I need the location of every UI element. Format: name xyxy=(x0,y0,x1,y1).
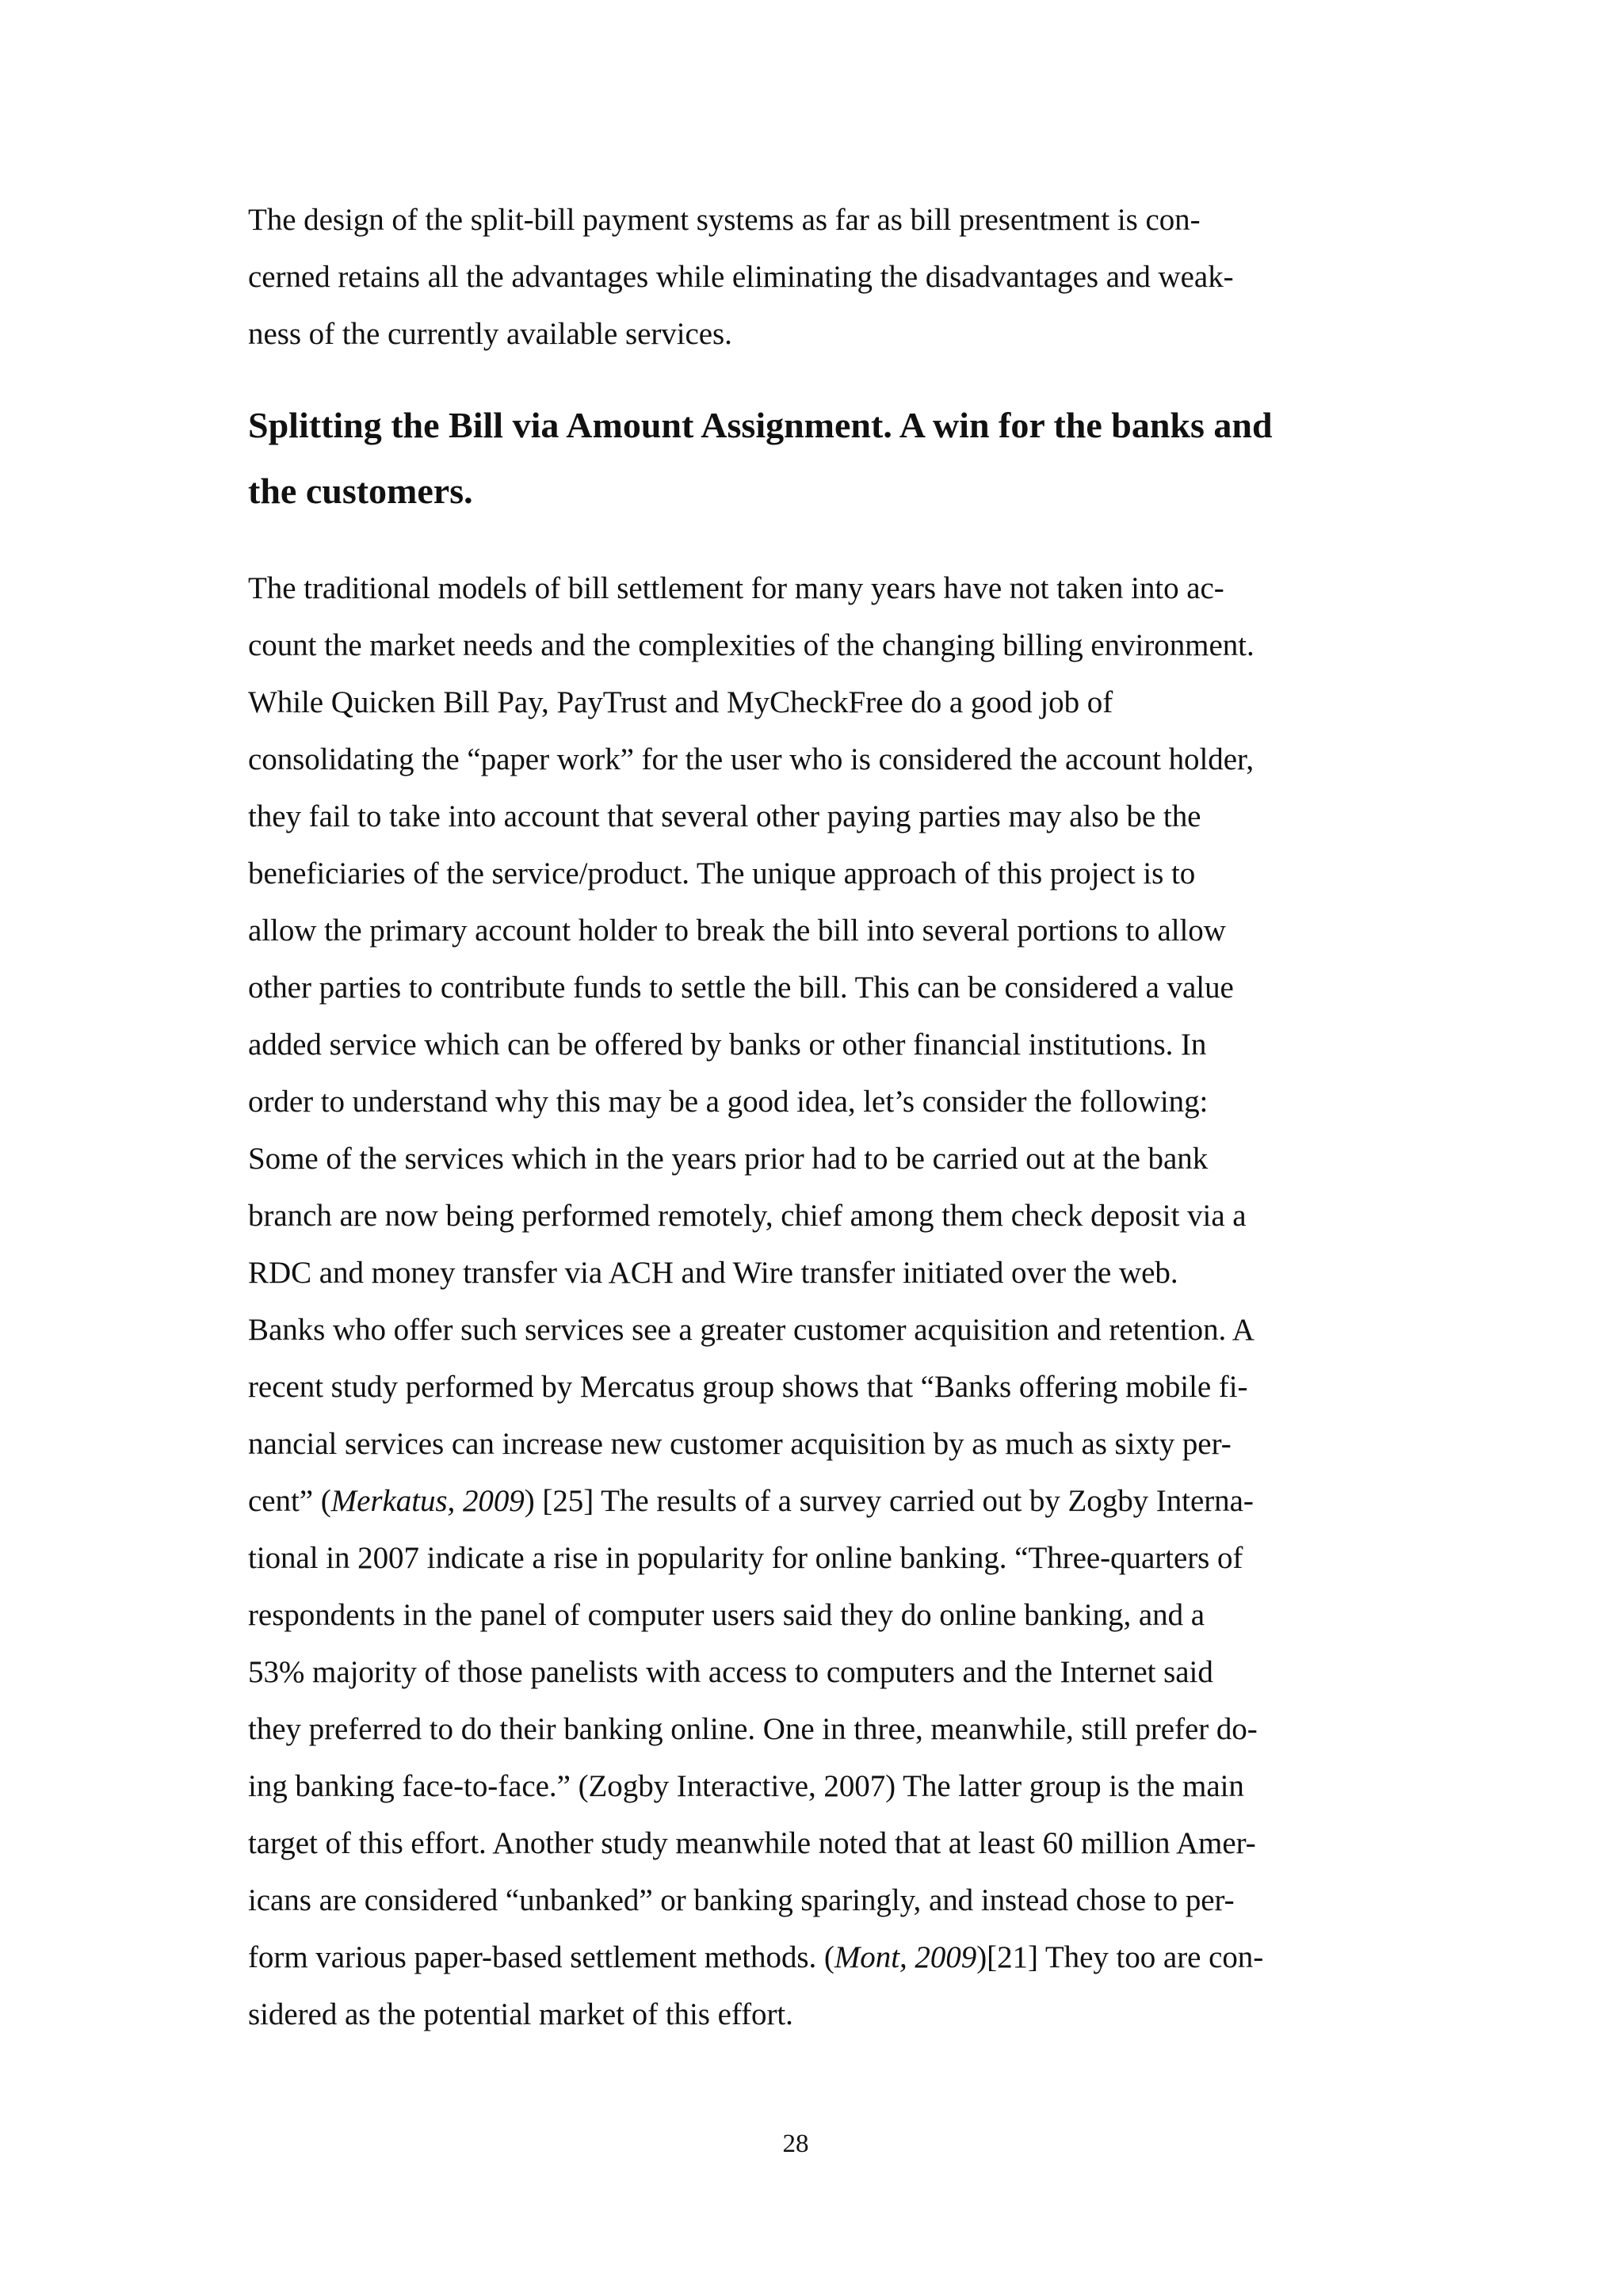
body-line-24: icans are considered “unbanked” or banking sparingly, and instead chose to per- xyxy=(248,1883,1235,1917)
citation-pre-text: cent” ( xyxy=(248,1484,331,1518)
body-line-10: order to understand why this may be a good idea, let’s consider the following: xyxy=(248,1085,1209,1119)
body-line-8: other parties to contribute funds to settle the bill. This can be considered a value xyxy=(248,971,1234,1005)
section-heading-line-1: Splitting the Bill via Amount Assignment. A win for the banks and xyxy=(248,405,1273,445)
body-line-11: Some of the services which in the years prior had to be carried out at the bank xyxy=(248,1142,1209,1176)
body-line-5: they fail to take into account that several other paying parties may also be the xyxy=(248,799,1201,833)
citation-post-text: ) [25] The results of a survey carried out by Zogby Interna- xyxy=(524,1484,1254,1518)
body-line-15: recent study performed by Mercatus group shows that “Banks offering mobile fi- xyxy=(248,1370,1248,1404)
body-last-line: sidered as the potential market of this effort. xyxy=(248,1997,793,2031)
body-line-23: target of this effort. Another study meanwhile noted that at least 60 million Amer- xyxy=(248,1826,1256,1860)
citation-mont: Mont, 2009 xyxy=(834,1940,977,1974)
body-line-12: branch are now being performed remotely, chief among them check deposit via a xyxy=(248,1199,1247,1233)
body-line-3: While Quicken Bill Pay, PayTrust and MyCheckFree do a good job of xyxy=(248,685,1113,719)
body-line-19: respondents in the panel of computer users said they do online banking, and a xyxy=(248,1598,1205,1632)
body-line-14: Banks who offer such services see a greater customer acquisition and retention. A xyxy=(248,1313,1254,1347)
citation-merkatus: Merkatus, 2009 xyxy=(330,1484,525,1518)
body-line-22: ing banking face-to-face.” (Zogby Interactive, 2007) The latter group is the main xyxy=(248,1769,1244,1803)
body-line-9: added service which can be offered by banks or other financial institutions. In xyxy=(248,1028,1207,1062)
body-line-18: tional in 2007 indicate a rise in popularity for online banking. “Three-quarters of xyxy=(248,1541,1243,1575)
body-line-1: The traditional models of bill settlement for many years have not taken into ac- xyxy=(248,571,1224,605)
citation-line-merkatus xyxy=(248,1482,1254,1521)
citation-post-text: )[21] They too are con- xyxy=(976,1940,1264,1974)
body-line-6: beneficiaries of the service/product. The unique approach of this project is to xyxy=(248,856,1196,891)
body-line-4: consolidating the “paper work” for the user who is considered the account holder, xyxy=(248,742,1254,776)
intro-line-1: The design of the split-bill payment systems as far as bill presentment is con- xyxy=(248,203,1201,237)
intro-line-2: cerned retains all the advantages while eliminating the disadvantages and weak- xyxy=(248,260,1234,294)
body-line-21: they preferred to do their banking online. One in three, meanwhile, still prefer do- xyxy=(248,1712,1258,1746)
intro-line-3: ness of the currently available services. xyxy=(248,317,732,351)
citation-line-mont xyxy=(248,1938,1263,1978)
body-line-2: count the market needs and the complexities of the changing billing environment. xyxy=(248,628,1254,662)
body-line-7: allow the primary account holder to break the bill into several portions to allow xyxy=(248,913,1226,948)
body-line-13: RDC and money transfer via ACH and Wire transfer initiated over the web. xyxy=(248,1256,1178,1290)
body-line-20: 53% majority of those panelists with access to computers and the Internet said xyxy=(248,1655,1213,1689)
citation-pre-text: form various paper-based settlement methods. ( xyxy=(248,1940,834,1974)
page-number: 28 xyxy=(782,2130,809,2158)
body-line-16: nancial services can increase new customer acquisition by as much as sixty per- xyxy=(248,1427,1232,1461)
section-heading-line-2: the customers. xyxy=(248,471,473,511)
